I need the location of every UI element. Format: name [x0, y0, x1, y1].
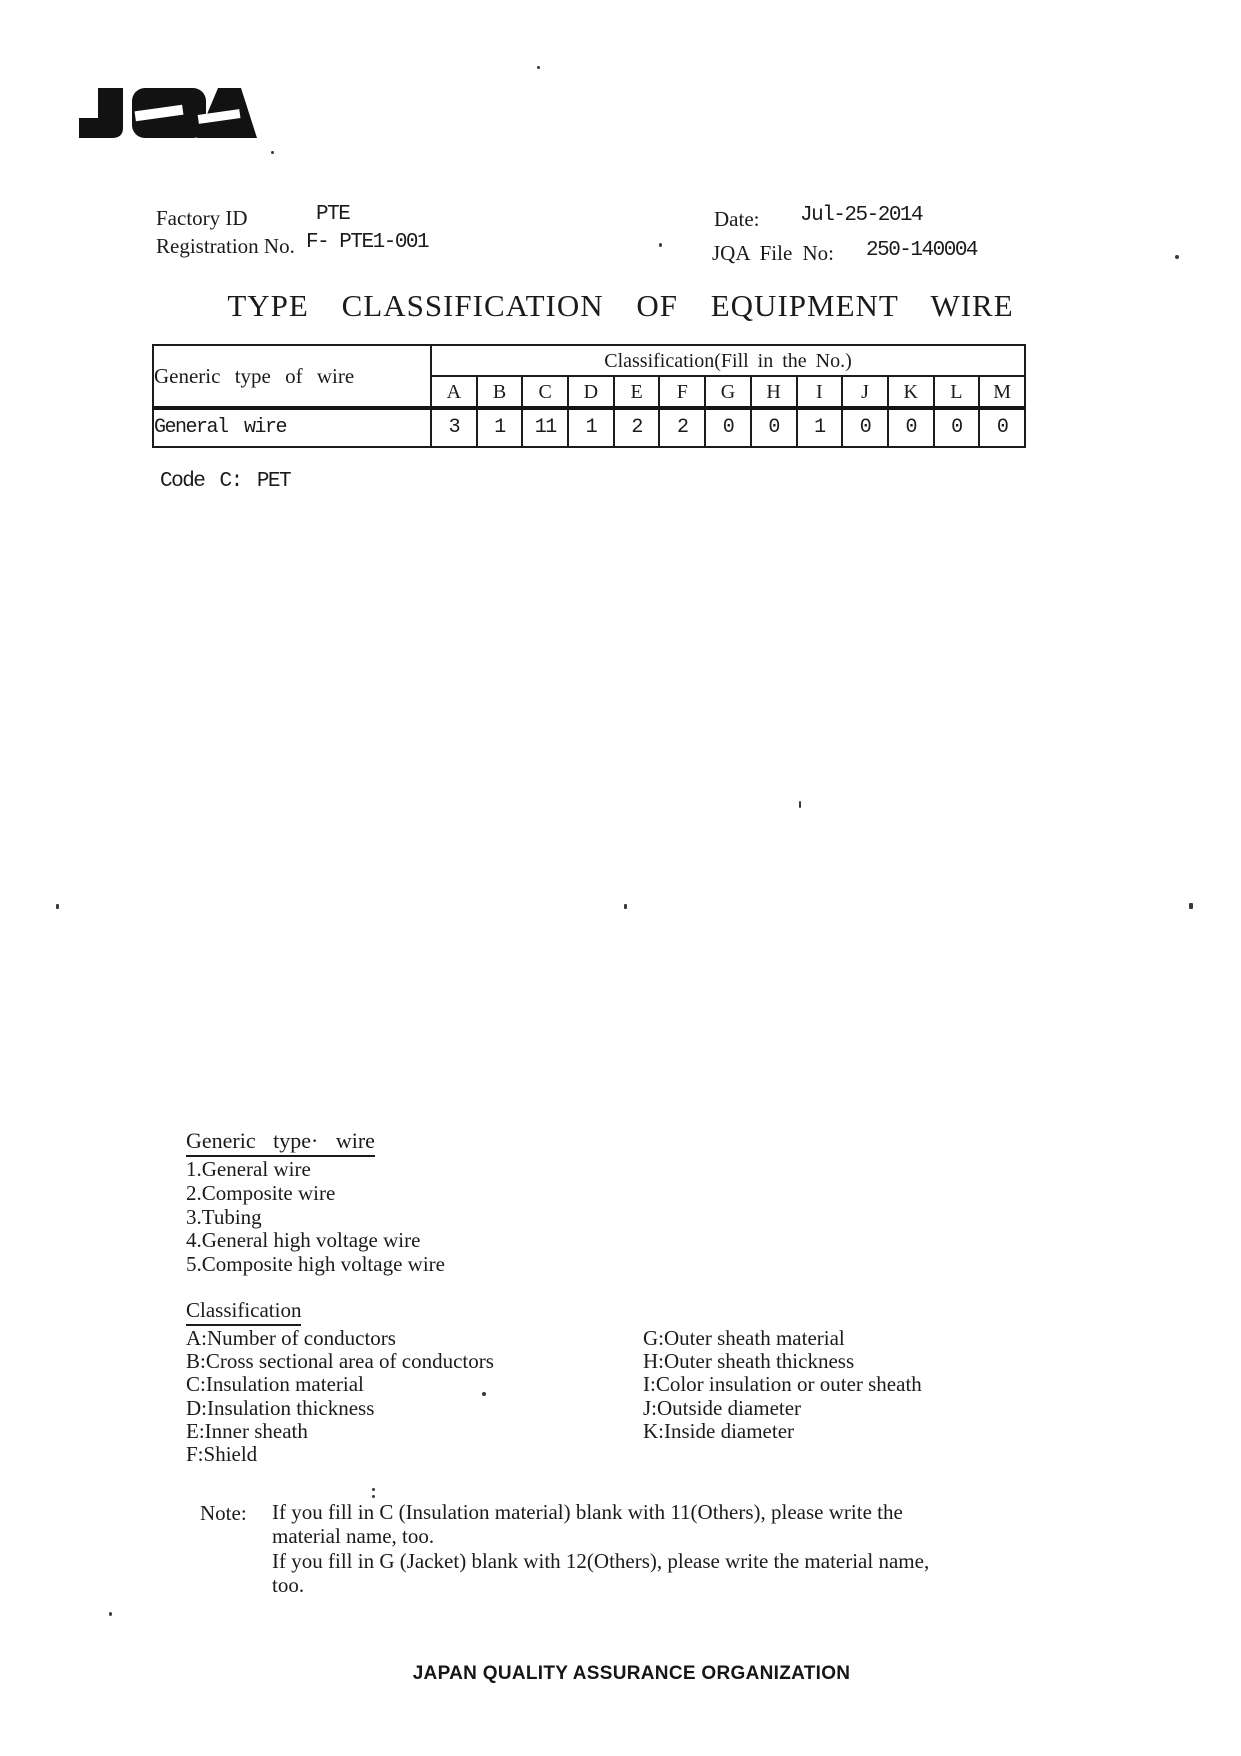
cell-F: 2 — [659, 408, 705, 447]
classification-table — [152, 344, 1026, 448]
table-classification-header: Classification(Fill in the No.) — [431, 345, 1025, 376]
def-C: C:Insulation material — [186, 1372, 364, 1397]
def-F: F:Shield — [186, 1442, 258, 1467]
classification-heading: Classification — [186, 1298, 301, 1326]
scan-speck — [109, 1612, 112, 1616]
def-B: B:Cross sectional area of conductors — [186, 1349, 494, 1374]
generic-type-heading: Generic type· wire — [186, 1128, 375, 1157]
scan-speck — [372, 1488, 375, 1491]
def-G: G:Outer sheath material — [643, 1326, 845, 1350]
cell-M: 0 — [979, 408, 1025, 447]
scan-speck — [537, 66, 540, 69]
def-A: A:Number of conductors — [186, 1326, 396, 1350]
cell-G: 0 — [705, 408, 751, 447]
cell-B: 1 — [477, 408, 523, 447]
col-H: H — [751, 376, 797, 408]
date-label: Date: — [714, 207, 760, 231]
cell-I: 1 — [797, 408, 843, 447]
cell-H: 0 — [751, 408, 797, 447]
note-text — [272, 1500, 929, 1598]
cell-K: 0 — [888, 408, 934, 447]
note-line-4: too. — [272, 1573, 305, 1598]
def-H: H:Outer sheath thickness — [643, 1349, 855, 1374]
cell-E: 2 — [614, 408, 660, 447]
generic-type-item-5: 5.Composite high voltage wire — [186, 1252, 445, 1277]
classification-left-column — [186, 1327, 494, 1466]
generic-type-item-1: 1.General wire — [186, 1157, 311, 1181]
col-I: I — [797, 376, 843, 408]
code-line: Code C: PET — [160, 470, 291, 493]
scan-speck — [482, 1392, 486, 1396]
note-line-3: If you fill in G (Jacket) blank with 12(Others), please write the material name, — [272, 1548, 930, 1573]
generic-type-item-2: 2.Composite wire — [186, 1180, 336, 1205]
col-L: L — [934, 376, 980, 408]
cell-A: 3 — [431, 408, 477, 447]
def-K: K:Inside diameter — [643, 1418, 795, 1443]
table-data-row — [153, 408, 1025, 447]
note-line-2: material name, too. — [272, 1524, 435, 1549]
note-label: Note: — [200, 1501, 247, 1525]
date-value: Jul-25-2014 — [800, 204, 923, 227]
jqa-logo — [78, 87, 258, 139]
col-A: A — [431, 376, 477, 408]
def-I: I:Color insulation or outer sheath — [643, 1372, 922, 1397]
col-E: E — [614, 376, 660, 408]
generic-type-items — [186, 1158, 445, 1277]
cell-C: 11 — [522, 408, 568, 447]
note-line-1: If you fill in C (Insulation material) blank with 11(Others), please write the — [272, 1500, 903, 1524]
classification-right-column — [643, 1327, 922, 1443]
col-K: K — [888, 376, 934, 408]
registration-no-value: F- PTE1-001 — [306, 231, 429, 254]
scan-speck — [659, 243, 662, 247]
jqa-file-no-label: JQA File No: — [712, 241, 835, 265]
cell-L: 0 — [934, 408, 980, 447]
generic-type-item-4: 4.General high voltage wire — [186, 1228, 421, 1253]
scan-speck — [799, 801, 801, 808]
col-G: G — [705, 376, 751, 408]
col-J: J — [842, 376, 888, 408]
table-row-header: Generic type of wire — [153, 345, 431, 408]
def-D: D:Insulation thickness — [186, 1395, 375, 1420]
jqa-file-no-value: 250-140004 — [866, 239, 978, 262]
scan-speck — [372, 1495, 375, 1498]
col-C: C — [522, 376, 568, 408]
scan-speck — [624, 904, 627, 909]
generic-type-item-3: 3.Tubing — [186, 1204, 262, 1229]
document-title: TYPE CLASSIFICATION OF EQUIPMENT WIRE — [227, 288, 1014, 323]
col-D: D — [568, 376, 614, 408]
cell-D: 1 — [568, 408, 614, 447]
factory-id-label: Factory ID — [156, 206, 248, 230]
def-E: E:Inner sheath — [186, 1418, 308, 1443]
def-J: J:Outside diameter — [643, 1395, 802, 1420]
col-M: M — [979, 376, 1025, 408]
col-F: F — [659, 376, 705, 408]
scan-speck — [1189, 903, 1193, 909]
cell-J: 0 — [842, 408, 888, 447]
row-label-general-wire: General wire — [153, 408, 431, 447]
scan-speck — [1175, 255, 1179, 259]
factory-id-value: PTE — [316, 203, 350, 226]
col-B: B — [477, 376, 523, 408]
organization-footer: JAPAN QUALITY ASSURANCE ORGANIZATION — [412, 1663, 851, 1684]
scan-speck — [271, 151, 274, 154]
registration-no-label: Registration No. — [156, 234, 295, 258]
scan-speck — [56, 904, 59, 909]
